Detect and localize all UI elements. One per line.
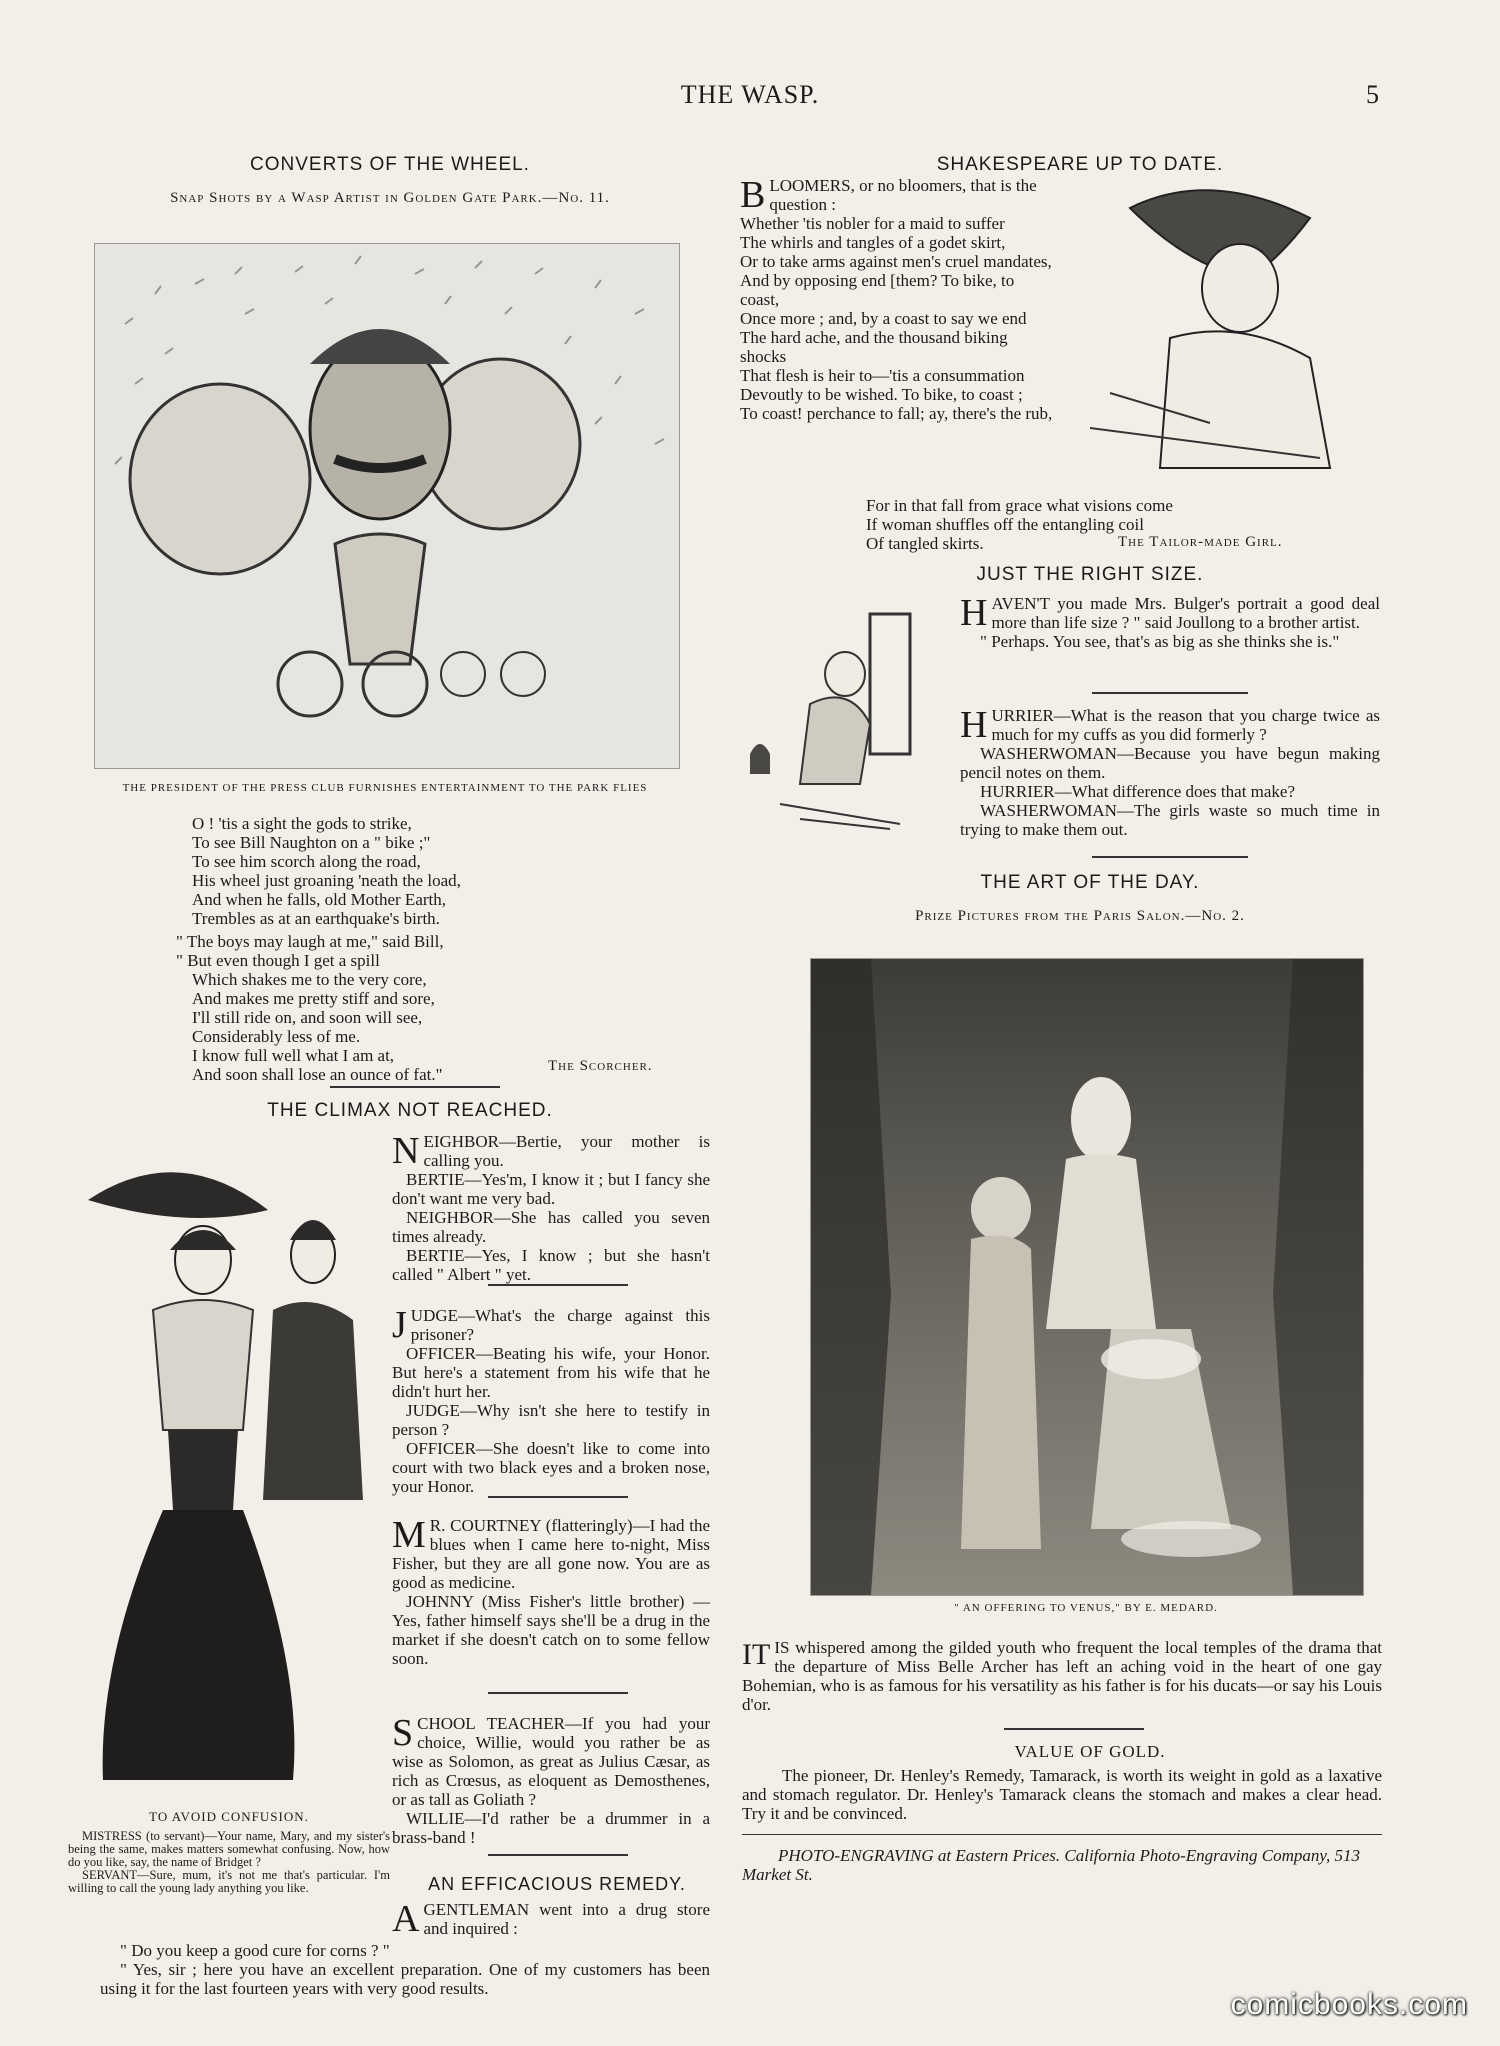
poem-line: " But even though I get a spill	[176, 951, 380, 970]
avoid-confusion-caption: TO AVOID CONFUSION.	[149, 1809, 309, 1824]
dialogue-line: WASHERWOMAN—The girls waste so much time in trying to make them out.	[960, 801, 1380, 839]
dialogue-line: " Do you keep a good cure for corns ? "	[120, 1941, 390, 1960]
dropcap: H	[960, 704, 988, 746]
section-divider	[488, 1284, 628, 1286]
poem-line: Which shakes me to the very core,	[192, 970, 427, 989]
offering-to-venus-painting	[810, 958, 1364, 1596]
dialogue-line: BERTIE—Yes'm, I know it ; but I fancy she don't want me very bad.	[392, 1170, 710, 1208]
gold-text: The pioneer, Dr. Henley's Remedy, Tamarack, is worth its weight in gold as a laxative and stomach regulator. Dr. Henley's Tamarack cleans the stomach and makes a clear head. Try it and be convinced.	[742, 1766, 1382, 1823]
dialogue-line: OFFICER—Beating his wife, your Honor. But here's a statement from his wife that he didn't hurt her.	[392, 1344, 710, 1401]
converts-signature: The Scorcher.	[548, 1058, 653, 1074]
section-divider	[1092, 856, 1248, 858]
verse-line: The hard ache, and the thousand biking shocks	[740, 328, 1008, 366]
poem-line: To see Bill Naughton on a " bike ;"	[192, 833, 431, 852]
section-divider	[330, 1086, 500, 1088]
dialogue-line: BERTIE—Yes, I know ; but she hasn't called " Albert " yet.	[392, 1246, 710, 1284]
judge-text: UDGE—What's the charge against this prisoner?	[410, 1306, 710, 1344]
section-divider	[488, 1854, 628, 1856]
remedy-heading: AN EFFICACIOUS REMEDY.	[428, 1874, 686, 1894]
dialogue-line: WASHERWOMAN—Because you have begun making pencil notes on them.	[960, 744, 1380, 782]
dropcap: N	[392, 1130, 420, 1172]
hurrier-text: URRIER—What is the reason that you charge twice as much for my cuffs as you did formerly ?	[991, 706, 1380, 744]
poem-line: To see him scorch along the road,	[192, 852, 421, 871]
judge-block	[392, 1306, 710, 1496]
right-size-heading: JUST THE RIGHT SIZE.	[976, 564, 1204, 585]
dropcap: S	[392, 1712, 414, 1754]
courtney-block	[392, 1516, 710, 1668]
dialogue-line: MISTRESS (to servant)—Your name, Mary, and my sister's being the same, makes matters somewhat confusing. Now, how do you like, say, the name of Bridget ?	[68, 1829, 390, 1869]
verse-line: To coast! perchance to fall; ay, there's the rub,	[740, 404, 1053, 423]
poem-line: His wheel just groaning 'neath the load,	[192, 871, 461, 890]
dialogue-line: HURRIER—What difference does that make?	[980, 782, 1296, 801]
gold-heading: VALUE OF GOLD.	[1014, 1742, 1166, 1761]
dialogue-line: WILLIE—I'd rather be a drummer in a brass-band !	[392, 1809, 710, 1847]
dialogue-line: OFFICER—She doesn't like to come into court with two black eyes and a broken nose, your Honor.	[392, 1439, 710, 1496]
converts-poem-stanza-1	[192, 814, 461, 928]
whispered-block	[742, 1638, 1382, 1714]
remedy-text: GENTLEMAN went into a drug store and inquired :	[423, 1900, 710, 1938]
dialogue-line: JOHNNY (Miss Fisher's little brother) —Yes, father himself says she'll be a drug in the market if she doesn't catch on to some fellow soon.	[392, 1592, 710, 1668]
dropcap: M	[392, 1514, 426, 1556]
dropcap: A	[392, 1898, 420, 1940]
section-divider	[1004, 1728, 1144, 1730]
masthead-title: THE WASP.	[680, 80, 820, 109]
poem-line: O ! 'tis a sight the gods to strike,	[192, 814, 412, 833]
converts-heading: CONVERTS OF THE WHEEL.	[250, 154, 530, 175]
verse-line: The whirls and tangles of a godet skirt,	[740, 233, 1006, 252]
dialogue-line: " Perhaps. You see, that's as big as she thinks she is."	[980, 632, 1340, 651]
verse-line: Of tangled skirts.	[866, 534, 984, 553]
converts-subheading: Snap Shots by a Wasp Artist in Golden Gate Park.—No. 11.	[170, 190, 610, 206]
tailor-made-girl-illustration	[1090, 178, 1352, 488]
shakespeare-signature: The Tailor-made Girl.	[1118, 534, 1283, 550]
verse-line: LOOMERS, or no bloomers, that is the question :	[769, 176, 1037, 214]
poem-line: And soon shall lose an ounce of fat."	[192, 1065, 443, 1084]
art-heading: THE ART OF THE DAY.	[980, 872, 1200, 893]
remedy-dialogue	[100, 1941, 710, 1998]
verse-line: If woman shuffles off the entangling coil	[866, 515, 1144, 534]
dropcap: IT	[742, 1638, 771, 1671]
art-subheading: Prize Pictures from the Paris Salon.—No. 2.	[915, 908, 1245, 924]
dropcap: H	[960, 592, 988, 634]
poem-line: I'll still ride on, and soon will see,	[192, 1008, 423, 1027]
whispered-text: IS whispered among the gilded youth who frequent the local temples of the drama that the departure of Miss Belle Archer has left an aching void in the heart of one gay Bohemian, who is as famous for his versatility as his father is for his ducats—or say his Louis d'or.	[742, 1638, 1382, 1714]
climax-heading: THE CLIMAX NOT REACHED.	[267, 1100, 553, 1121]
verse-line: Once more ; and, by a coast to say we end	[740, 309, 1027, 328]
avoid-confusion-text	[68, 1830, 390, 1895]
poem-line: " The boys may laugh at me," said Bill,	[176, 932, 444, 951]
section-divider	[1092, 692, 1248, 694]
painting-caption: " AN OFFERING TO VENUS," BY E. MEDARD.	[954, 1602, 1218, 1614]
neighbor-block	[392, 1132, 710, 1284]
right-size-block	[960, 594, 1380, 651]
poem-line: And when he falls, old Mother Earth,	[192, 890, 446, 909]
section-divider	[488, 1496, 628, 1498]
section-divider	[742, 1834, 1382, 1835]
poem-line: Trembles as at an earthquake's birth.	[192, 909, 440, 928]
section-divider	[488, 1692, 628, 1694]
converts-caption: THE PRESIDENT OF THE PRESS CLUB FURNISHES ENTERTAINMENT TO THE PARK FLIES	[122, 782, 648, 794]
verse-line: For in that fall from grace what visions come	[866, 496, 1173, 515]
shakespeare-verse	[740, 176, 1056, 423]
verse-line: Whether 'tis nobler for a maid to suffer	[740, 214, 1005, 233]
verse-line: And by opposing end [them? To bike, to coast,	[740, 271, 1015, 309]
two-women-illustration	[78, 1140, 378, 1800]
converts-poem-stanza-2	[176, 932, 444, 1084]
dropcap: J	[392, 1304, 407, 1346]
hurrier-block	[960, 706, 1380, 839]
right-size-text: AVEN'T you made Mrs. Bulger's portrait a good deal more than life size ? " said Joullong to a brother artist.	[991, 594, 1380, 632]
neighbor-text: EIGHBOR—Bertie, your mother is calling you.	[423, 1132, 710, 1170]
dialogue-line: " Yes, sir ; here you have an excellent preparation. One of my customers has been using it for the last fourteen years with very good results.	[100, 1960, 710, 1998]
dialogue-line: NEIGHBOR—She has called you seven times already.	[392, 1208, 710, 1246]
poem-line: I know full well what I am at,	[192, 1046, 395, 1065]
photo-engraving-ad: PHOTO-ENGRAVING at Eastern Prices. California Photo-Engraving Company, 513 Market St.	[742, 1846, 1361, 1884]
verse-line: That flesh is heir to—'tis a consummation	[740, 366, 1025, 385]
page-number: 5	[1366, 80, 1379, 109]
dialogue-line: SERVANT—Sure, mum, it's not me that's particular. I'm willing to call the young lady anything you like.	[68, 1868, 390, 1895]
dropcap: B	[740, 174, 766, 216]
artist-at-easel-illustration	[740, 604, 952, 840]
dialogue-line: JUDGE—Why isn't she here to testify in person ?	[392, 1401, 710, 1439]
poem-line: And makes me pretty stiff and sore,	[192, 989, 435, 1008]
watermark: comicbooks.com	[1230, 1988, 1468, 2021]
poem-line: Considerably less of me.	[192, 1027, 361, 1046]
verse-line: Devoutly to be wished. To bike, to coast ;	[740, 385, 1023, 404]
shakespeare-heading: SHAKESPEARE UP TO DATE.	[936, 154, 1224, 175]
school-text: CHOOL TEACHER—If you had your choice, Willie, would you rather be as wise as Solomon, as great as Julius Cæsar, as rich as Crœsus, as eloquent as Demosthenes, or as tall as Goliath ?	[392, 1714, 710, 1809]
school-block	[392, 1714, 710, 1847]
cyclist-boxer-illustration	[94, 243, 680, 769]
courtney-text: R. COURTNEY (flatteringly)—I had the blues when I came here to-night, Miss Fisher, but they are all gone now. You are as good as medicine.	[392, 1516, 710, 1592]
remedy-intro	[392, 1900, 710, 1938]
verse-line: Or to take arms against men's cruel mandates,	[740, 252, 1052, 271]
